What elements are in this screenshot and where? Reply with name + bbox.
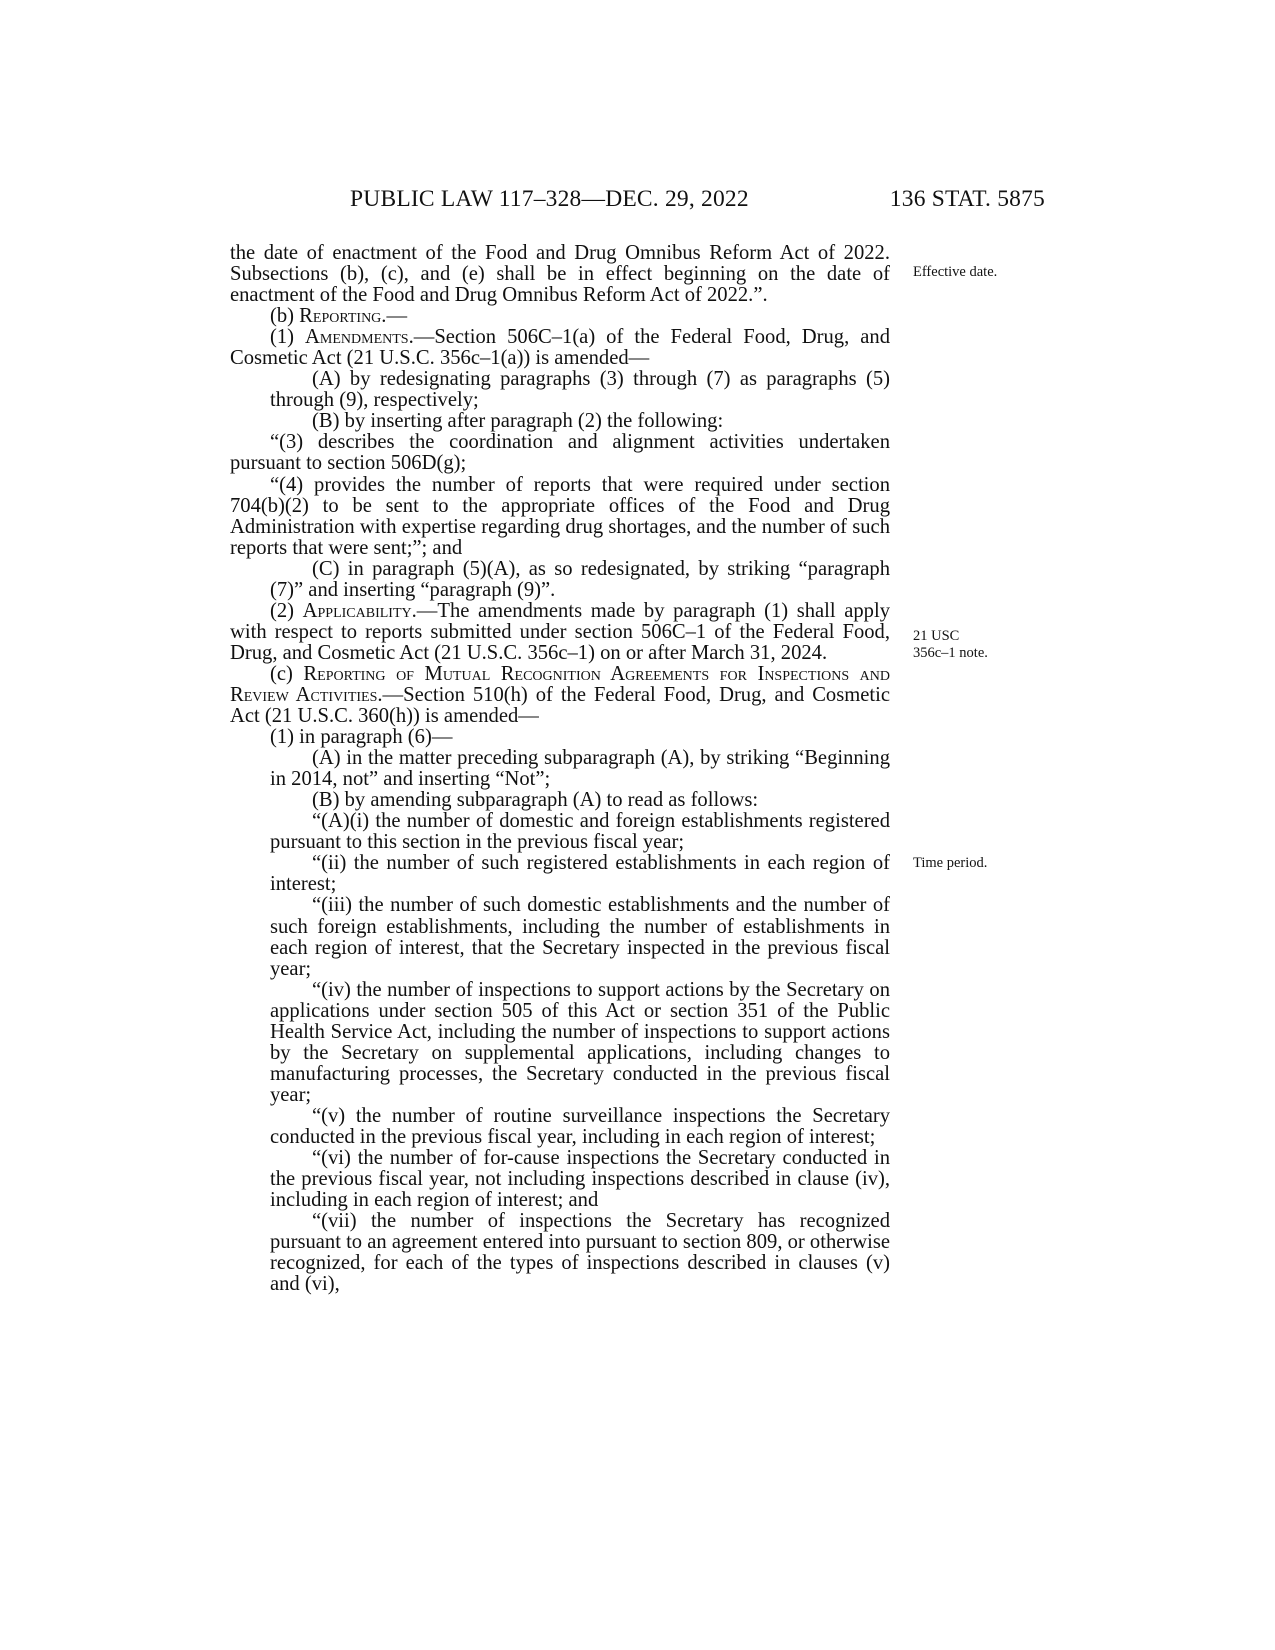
- subsection-c-heading: (c) Reporting of Mutual Recognition Agreements for Inspections and Review Activities.—Section 510(h) of the Federal Food, Drug, and Cosmetic Act (21 U.S.C. 360(h)) is amended—: [230, 662, 890, 728]
- subparagraph-c-1-a: (A) in the matter preceding subparagraph (A), by striking “Beginning in 2014, not” and inserting “Not”;: [270, 747, 890, 791]
- statute-page-number: 136 STAT. 5875: [889, 186, 1045, 212]
- quoted-paragraph-4: “(4) provides the number of reports that were required under section 704(b)(2) to be sent to the appropriate offices of the Food and Drug Administration with expertise regarding drug shortages, and the number of such reports that were sent;”; and: [230, 473, 890, 559]
- clause-iii: “(iii) the number of such domestic establishments and the number of such foreign establishments, including the number of establishments in each region of interest, that the Secretary inspected in the previous fiscal year;: [270, 894, 890, 980]
- clause-vi: “(vi) the number of for-cause inspections the Secretary conducted in the previous fiscal year, not including inspections described in clause (iv), including in each region of interest; and: [270, 1147, 890, 1212]
- margin-note-usc-line2: 356c–1 note.: [913, 645, 988, 661]
- subparagraph-b-1-a: (A) by redesignating paragraphs (3) through (7) as paragraphs (5) through (9), respectively;: [270, 368, 890, 412]
- running-header: [300, 186, 1045, 216]
- law-title: PUBLIC LAW 117–328—DEC. 29, 2022: [350, 186, 749, 212]
- paragraph-c-1: (1) in paragraph (6)—: [270, 726, 453, 749]
- clause-i: “(A)(i) the number of domestic and foreign establishments registered pursuant to this section in the previous fiscal year;: [270, 810, 890, 854]
- document-body: [230, 243, 890, 1295]
- clause-v: “(v) the number of routine surveillance inspections the Secretary conducted in the previous fiscal year, including in each region of interest;: [270, 1104, 890, 1148]
- subsection-b-heading: (b) Reporting.—: [270, 305, 408, 328]
- margin-note-usc-line1: 21 USC: [913, 628, 960, 644]
- subparagraph-b-1-b: (B) by inserting after paragraph (2) the following:: [312, 410, 724, 433]
- paragraph-b-1: (1) Amendments.—Section 506C–1(a) of the Federal Food, Drug, and Cosmetic Act (21 U.S.C. 356c–1(a)) is amended—: [230, 326, 890, 370]
- clause-ii: “(ii) the number of such registered establishments in each region of interest;: [270, 852, 890, 896]
- margin-note-effective-date: Effective date.: [913, 264, 998, 280]
- margin-note-time-period: Time period.: [913, 855, 988, 871]
- subparagraph-c-1-b: (B) by amending subparagraph (A) to read as follows:: [312, 789, 759, 812]
- subparagraph-b-1-c: (C) in paragraph (5)(A), as so redesignated, by striking “paragraph (7)” and inserting “paragraph (9)”.: [270, 557, 890, 601]
- quoted-paragraph-3: “(3) describes the coordination and alignment activities undertaken pursuant to section 506D(g);: [230, 431, 890, 475]
- paragraph-b-2: (2) Applicability.—The amendments made by paragraph (1) shall apply with respect to reports submitted under section 506C–1 of the Federal Food, Drug, and Cosmetic Act (21 U.S.C. 356c–1) on or after March 31, 2024.: [230, 599, 890, 664]
- paragraph-continuation: the date of enactment of the Food and Drug Omnibus Reform Act of 2022. Subsections (b), (c), and (e) shall be in effect beginning on the date of enactment of the Food and Drug Omnibus Reform Act of 2022.”.: [230, 242, 890, 307]
- clause-iv: “(iv) the number of inspections to support actions by the Secretary on applications under section 505 of this Act or section 351 of the Public Health Service Act, including the number of inspections to support actions by the Secretary on supplemental applications, including changes to manufacturing processes, the Secretary conducted in the previous fiscal year;: [270, 978, 890, 1106]
- clause-vii: “(vii) the number of inspections the Secretary has recognized pursuant to an agreement entered into pursuant to section 809, or otherwise recognized, for each of the types of inspections described in clauses (v) and (vi),: [270, 1210, 890, 1296]
